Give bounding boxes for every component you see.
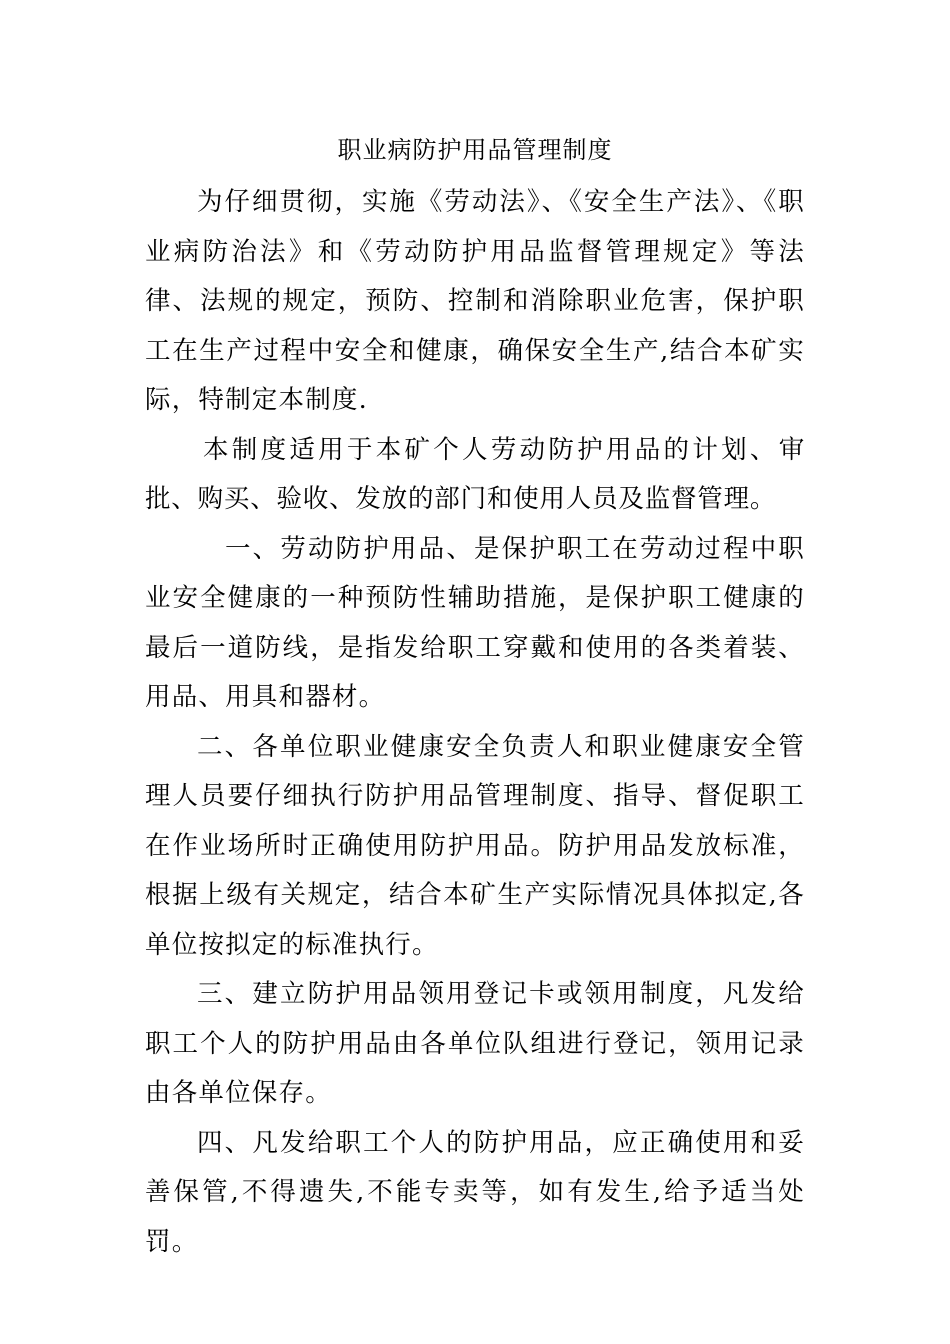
document-title: 职业病防护用品管理制度 <box>337 136 613 164</box>
paragraph-scope: 本制度适用于本矿个人劳动防护用品的计划、审批、购买、验收、发放的部门和使用人员及监督管理。 <box>145 434 805 514</box>
paragraph-article-4: 四、凡发给职工个人的防护用品，应正确使用和妥善保管,不得遗失,不能专卖等，如有发生,给予适当处罚。 <box>145 1127 805 1257</box>
document-body <box>145 178 805 1267</box>
paragraph-article-3: 三、建立防护用品领用登记卡或领用制度，凡发给职工个人的防护用品由各单位队组进行登记，领用记录由各单位保存。 <box>145 979 805 1108</box>
paragraph-intro: 为仔细贯彻，实施《劳动法》、《安全生产法》、《职业病防治法》和《劳动防护用品监督管理规定》等法律、法规的规定，预防、控制和消除职业危害，保护职工在生产过程中安全和健康，确保安全生产,结合本矿实际，特制定本制度. <box>145 187 805 415</box>
paragraph-article-1: 一、劳动防护用品、是保护职工在劳动过程中职业安全健康的一种预防性辅助措施，是保护职工健康的最后一道防线，是指发给职工穿戴和使用的各类着装、用品、用具和器材。 <box>145 533 805 712</box>
paragraph-article-2: 二、各单位职业健康安全负责人和职业健康安全管理人员要仔细执行防护用品管理制度、指导、督促职工在作业场所时正确使用防护用品。防护用品发放标准，根据上级有关规定，结合本矿生产实际情况具体拟定,各单位按拟定的标准执行。 <box>145 731 805 960</box>
